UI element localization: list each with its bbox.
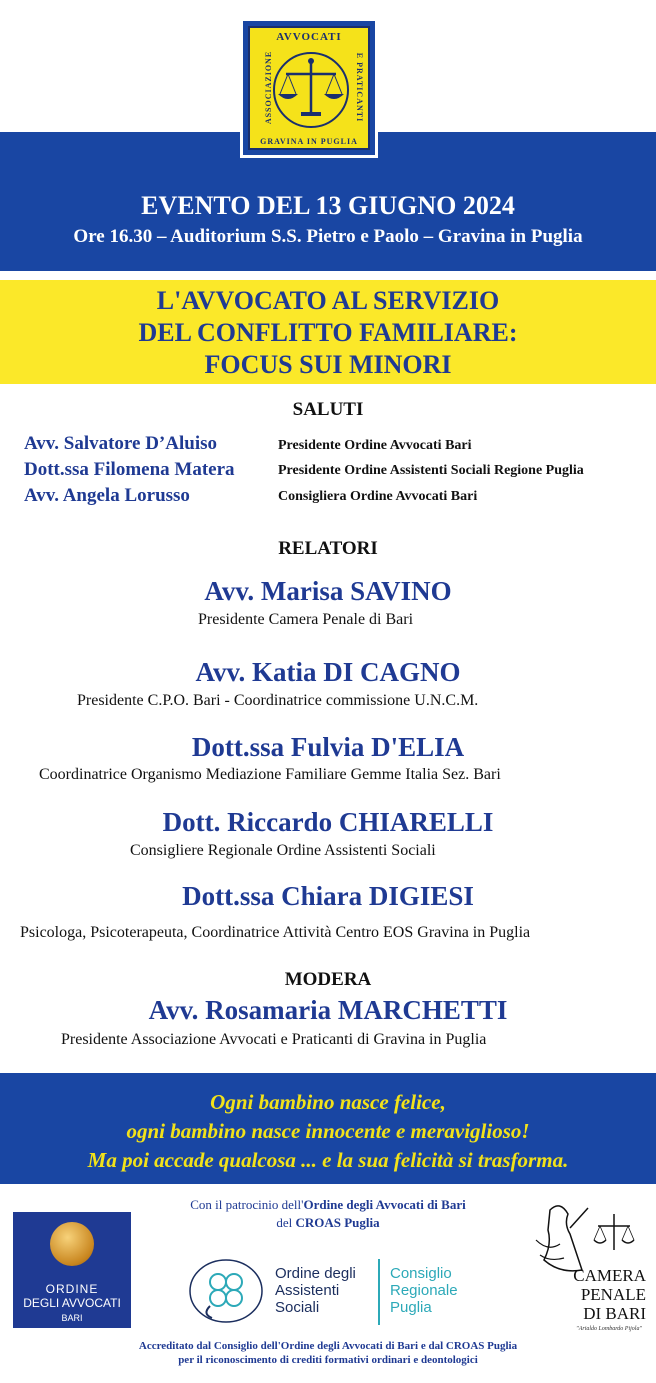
patronage-prefix: Con il patrocinio dell' [190,1197,304,1212]
relatore-name: Dott. Riccardo CHIARELLI [162,807,494,837]
ordine-avvocati-logo [13,1212,131,1328]
quote-line: ogni bambino nasce innocente e meraviglioso! [126,1119,530,1143]
oas-region-line: Regionale [390,1282,458,1299]
relatore-role: Coordinatrice Organismo Mediazione Familiare Gemme Italia Sez. Bari [39,766,501,783]
saluti-heading: SALUTI [292,399,364,420]
oas-region-line: Puglia [390,1299,432,1316]
saluti-role: Presidente Ordine Avvocati Bari [278,438,472,453]
accreditation-text [0,1339,656,1367]
oas-region [390,1265,458,1316]
relatore-role: Presidente C.P.O. Bari - Coordinatrice commissione U.N.C.M. [77,692,479,709]
topic-line: DEL CONFLITTO FAMILIARE: [138,318,518,347]
oas-name [275,1265,356,1316]
camera-logo-line: CAMERA [573,1266,646,1285]
oas-knot-icon [188,1258,264,1324]
camera-logo-line: PENALE [580,1285,646,1304]
patronage-org2: CROAS Puglia [295,1215,380,1230]
oas-name-line: Ordine degli [275,1265,356,1282]
relatore-name: Avv. Katia DI CAGNO [195,657,461,687]
topic-line: L'AVVOCATO AL SERVIZIO [156,286,500,315]
oas-region-line: Consiglio [390,1265,452,1282]
medal-icon [50,1222,94,1266]
moderator-name: Avv. Rosamaria MARCHETTI [148,995,508,1025]
logo-top-text: AVVOCATI [276,31,342,43]
oas-name-line: Assistenti [275,1282,340,1299]
oas-divider [378,1259,380,1325]
camera-logo-subtitle: "Arialdo Lombardo Pijola" [576,1326,642,1332]
saluti-name: Avv. Salvatore D’Aluiso [24,433,217,454]
moderator-role: Presidente Associazione Avvocati e Praticanti di Gravina in Puglia [61,1031,487,1048]
accreditation-line: per il riconoscimento di crediti formativi ordinari e deontologici [178,1354,478,1366]
ordine-logo-line: ORDINE [45,1282,99,1296]
topic-line: FOCUS SUI MINORI [204,350,452,379]
saluti-name: Dott.ssa Filomena Matera [24,459,235,480]
accreditation-line: Accreditato dal Consiglio dell'Ordine degli Avvocati di Bari e dal CROAS Puglia [138,1340,518,1352]
logo-bottom-text: GRAVINA IN PUGLIA [260,137,358,146]
logo-left-text: ASSOCIAZIONE [264,50,274,125]
relatore-role: Presidente Camera Penale di Bari [198,611,414,628]
relatore-name: Avv. Marisa SAVINO [204,576,452,606]
scales-icon [272,48,350,132]
oas-name-line: Sociali [275,1299,320,1316]
saluti-role: Presidente Ordine Assistenti Sociali Regione Puglia [278,463,584,478]
modera-heading: MODERA [284,969,372,990]
saluti-name: Avv. Angela Lorusso [24,485,190,506]
event-title: EVENTO DEL 13 GIUGNO 2024 [141,191,515,220]
saluti-role: Consigliera Ordine Avvocati Bari [278,489,478,504]
patronage-line2-prefix: del [276,1215,296,1230]
camera-logo-line: DI BARI [583,1304,646,1323]
relatori-heading: RELATORI [278,538,378,559]
event-subtitle: Ore 16.30 – Auditorium S.S. Pietro e Paolo – Gravina in Puglia [73,226,583,247]
relatore-name: Dott.ssa Chiara DIGIESI [182,881,474,911]
relatore-role: Psicologa, Psicoterapeuta, Coordinatrice Attività Centro EOS Gravina in Puglia [20,924,531,941]
relatore-role: Consigliere Regionale Ordine Assistenti Sociali [130,842,436,859]
patronage-org1: Ordine degli Avvocati di Bari [303,1197,466,1212]
quote-line: Ogni bambino nasce felice, [210,1090,446,1114]
logo-right-text: E PRATICANTI [354,52,364,123]
association-logo [240,18,378,158]
relatore-name: Dott.ssa Fulvia D'ELIA [191,732,465,762]
ordine-logo-line: BARI [61,1313,83,1323]
quote-line: Ma poi accade qualcosa ... e la sua felicità si trasforma. [87,1148,569,1172]
ordine-logo-line: DEGLI AVVOCATI [23,1296,121,1310]
